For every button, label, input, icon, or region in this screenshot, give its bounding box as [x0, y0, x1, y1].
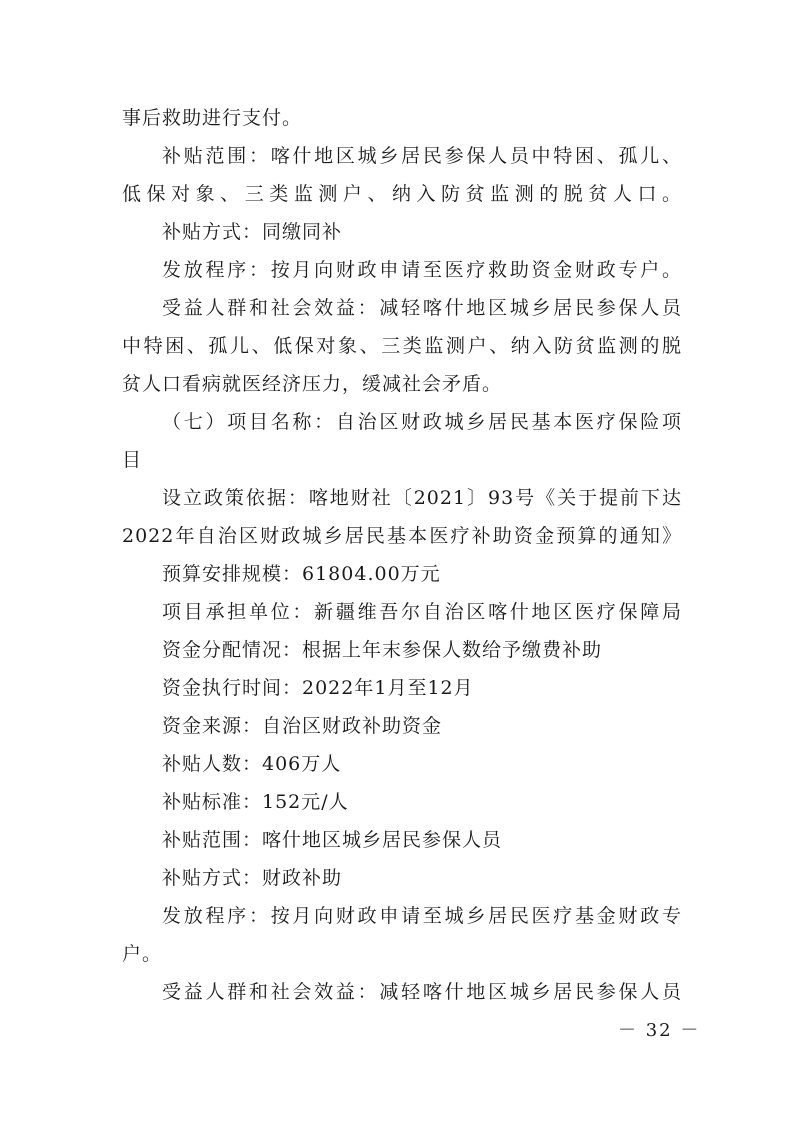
text-line: 资金执行时间：2022年1月至12月	[162, 677, 474, 699]
text-line: 户。	[122, 943, 163, 965]
body-text	[122, 99, 682, 1011]
text-line: 受益人群和社会效益：减轻喀什地区城乡居民参保人员	[162, 981, 682, 1003]
page-number: － 32 －	[618, 1020, 701, 1041]
text-line: 补贴范围：喀什地区城乡居民参保人员中特困、孤儿、	[162, 145, 682, 167]
text-line: 资金分配情况：根据上年末参保人数给予缴费补助	[162, 639, 603, 661]
text-line: 发放程序：按月向财政申请至城乡居民医疗基金财政专	[162, 905, 682, 927]
text-line: 贫人口看病就医经济压力，缓减社会矛盾。	[122, 373, 503, 395]
text-line: 发放程序：按月向财政申请至医疗救助资金财政专户。	[162, 259, 682, 281]
text-line: 中特困、孤儿、低保对象、三类监测户、纳入防贫监测的脱	[122, 335, 682, 357]
text-line: 补贴标准：152元/人	[162, 791, 349, 813]
text-line: 设立政策依据：喀地财社〔2021〕93号《关于提前下达	[162, 487, 682, 509]
text-line: 事后救助进行支付。	[122, 107, 303, 129]
text-line: 资金来源：自治区财政补助资金	[162, 715, 443, 737]
text-line: 受益人群和社会效益：减轻喀什地区城乡居民参保人员	[162, 297, 682, 319]
text-line: 目	[122, 449, 143, 471]
text-line: 预算安排规模：61804.00万元	[162, 563, 441, 585]
text-line: 补贴方式：同缴同补	[162, 221, 343, 243]
text-line: 项目承担单位：新疆维吾尔自治区喀什地区医疗保障局	[162, 601, 682, 623]
section-heading: （七）项目名称：自治区财政城乡居民基本医疗保险项	[162, 411, 682, 433]
text-line: 补贴方式：财政补助	[162, 867, 343, 889]
text-line: 低保对象、三类监测户、纳入防贫监测的脱贫人口。	[122, 183, 682, 205]
text-line: 补贴人数：406万人	[162, 753, 342, 775]
text-line: 补贴范围：喀什地区城乡居民参保人员	[162, 829, 503, 851]
text-line: 2022年自治区财政城乡居民基本医疗补助资金预算的通知》	[122, 525, 682, 547]
